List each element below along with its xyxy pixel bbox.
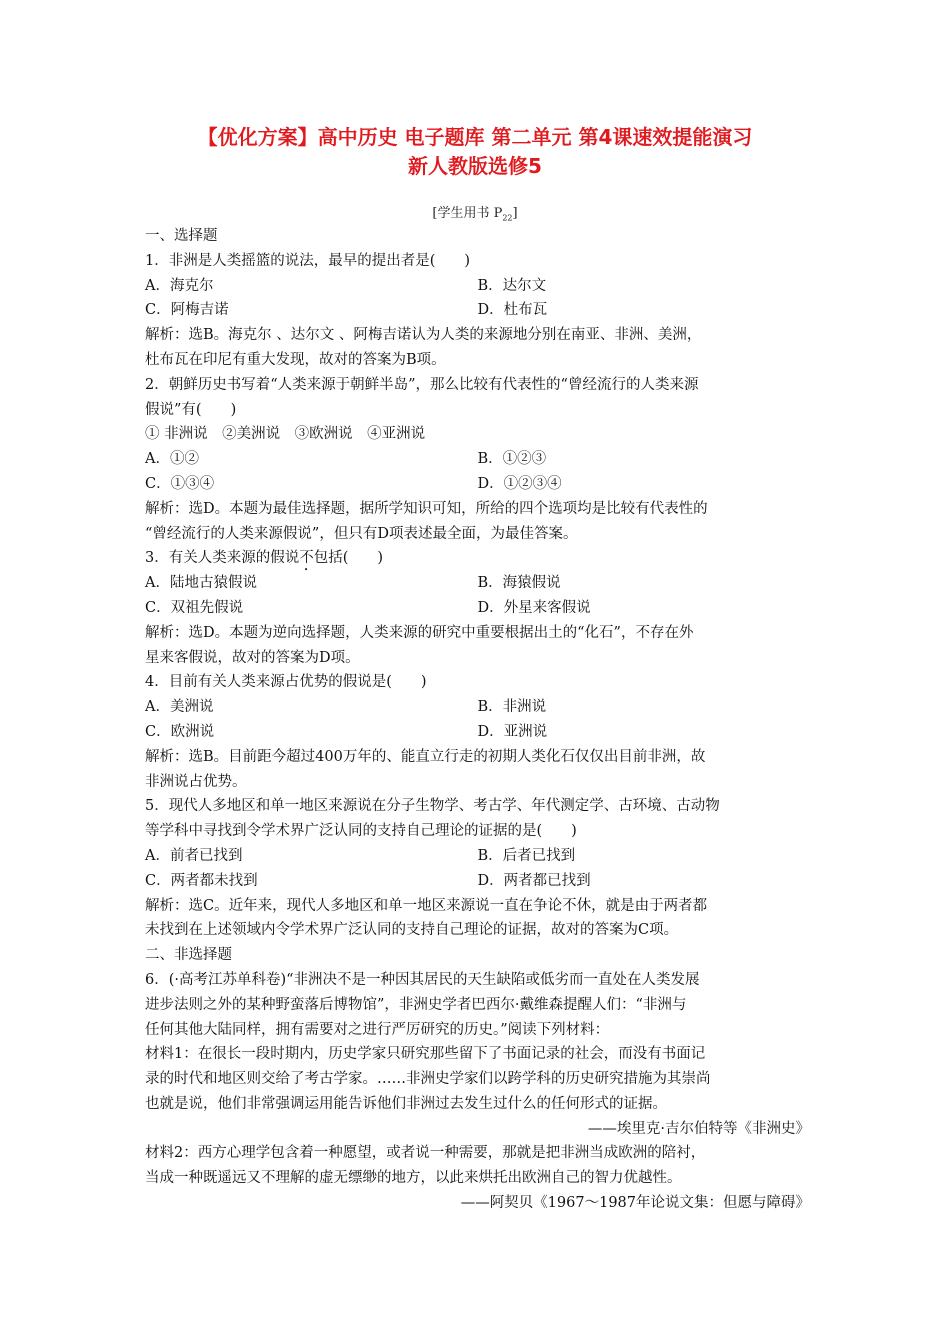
- question-1-analysis: 解析：选B。海克尔 、达尔文 、阿梅吉诺认为人类的来源地分别在南亚、非洲、美洲，: [145, 327, 702, 344]
- question-5-options-row2: [145, 869, 810, 894]
- question-1-option-b: B．达尔文: [477, 277, 547, 294]
- question-2-items: ① 非洲说 ②美洲说 ③欧洲说 ④亚洲说: [145, 426, 426, 443]
- question-6-stem-cont: 进步法则之外的某种野蛮落后博物馆”，非洲史学者巴西尔·戴维森提醒人们：“非洲与: [145, 996, 687, 1013]
- material-2-source: ——阿契贝《1967～1987年论说文集：但愿与障碍》: [460, 1195, 810, 1212]
- question-4-option-a: A．美洲说: [145, 699, 214, 716]
- question-4-options-row1: [145, 695, 810, 720]
- question-1-option-a: A．海克尔: [145, 277, 214, 294]
- question-2-options-row1: [145, 447, 810, 472]
- question-5-option-b: B．后者已找到: [477, 847, 576, 864]
- question-4-option-d: D．亚洲说: [477, 723, 548, 740]
- question-3-options-row1: [145, 571, 810, 596]
- question-4-option-b: B．非洲说: [477, 699, 547, 716]
- question-2-analysis-cont: “曾经流行的人类来源假说”，但只有D项表述最全面，为最佳答案。: [145, 525, 578, 542]
- question-3-stem: 3．有关人类来源的假说不包括( ): [145, 550, 384, 567]
- page-number: 22: [502, 213, 513, 223]
- document-title-line1: 【优化方案】高中历史 电子题库 第二单元 第4课速效提能演习: [197, 125, 753, 149]
- question-1-options-row1: [145, 274, 810, 299]
- material-2-text: 材料2：西方心理学包含着一种愿望，或者说一种需要，那就是把非洲当成欧洲的陪衬，: [145, 1145, 706, 1162]
- emphasis-mark: 不: [299, 550, 314, 567]
- question-3-option-d: D．外星来客假说: [477, 599, 591, 616]
- question-4-analysis-cont: 非洲说占优势。: [145, 773, 247, 790]
- section-heading-choice: 一、选择题: [145, 228, 218, 244]
- document-title-line2: 新人教版选修5: [408, 154, 542, 178]
- document-body: [145, 224, 810, 1216]
- question-2-option-c: C．①③④: [145, 475, 215, 492]
- question-4-options-row2: [145, 720, 810, 745]
- material-1-text-cont2: 也就是说，他们非常强调运用能告诉他们非洲过去发生过什么的任何形式的证据。: [145, 1095, 667, 1112]
- question-3-option-b: B．海猿假说: [477, 575, 561, 592]
- question-3-analysis: 解析：选D。本题为逆向选择题，人类来源的研究中重要根据出土的“化石”，不存在外: [145, 624, 694, 641]
- question-5-option-a: A．前者已找到: [145, 847, 243, 864]
- material-1-source: ——埃里克·吉尔伯特等《非洲史》: [587, 1120, 810, 1137]
- question-6-stem: 6．(·高考江苏单科卷)“非洲决不是一种因其居民的天生缺陷或低劣而一直处在人类发展: [145, 971, 700, 988]
- question-2-options-row2: [145, 472, 810, 497]
- source-reference: [学生用书 $P_{22}$]: [432, 206, 518, 223]
- question-4-analysis: 解析：选B。目前距今超过400万年的、能直立行走的初期人类化石仅仅出目前非洲，故: [145, 748, 706, 765]
- question-5-analysis: 解析：选C。近年来，现代人多地区和单一地区来源说一直在争论不休，就是由于两者都: [145, 897, 708, 914]
- question-5-option-c: C．两者都未找到: [145, 872, 258, 889]
- question-2-option-d: D．①②③④: [477, 475, 562, 492]
- question-2-stem: 2．朝鲜历史书写着“人类来源于朝鲜半岛”，那么比较有代表性的“曾经流行的人类来源: [145, 376, 699, 393]
- material-2-text-cont: 当成一种既遥远又不理解的虚无缥缈的地方，以此来烘托出欧洲自己的智力优越性。: [145, 1170, 682, 1187]
- question-1-option-d: D．杜布瓦: [477, 302, 548, 319]
- question-3-options-row2: [145, 596, 810, 621]
- question-6-stem-cont2: 任何其他大陆同样，拥有需要对之进行严厉研究的历史。”阅读下列材料：: [145, 1021, 610, 1038]
- question-5-options-row1: [145, 844, 810, 869]
- question-5-option-d: D．两者都已找到: [477, 872, 591, 889]
- question-1-options-row2: [145, 298, 810, 323]
- question-2-option-b: B．①②③: [477, 451, 547, 468]
- question-2-stem-cont: 假说”有( ): [145, 401, 237, 418]
- question-1-option-c: C．阿梅吉诺: [145, 302, 229, 319]
- question-4-stem: 4．目前有关人类来源占优势的假说是( ): [145, 674, 427, 691]
- question-5-stem-cont: 等学科中寻找到令学术界广泛认同的支持自己理论的证据的是( ): [145, 823, 577, 840]
- question-3-option-c: C．双祖先假说: [145, 599, 244, 616]
- material-1-text: 材料1：在很长一段时期内，历史学家只研究那些留下了书面记录的社会，而没有书面记: [145, 1046, 706, 1063]
- question-2-option-a: A．①②: [145, 451, 199, 468]
- question-1-analysis-cont: 杜布瓦在印尼有重大发现，故对的答案为B项。: [145, 351, 446, 368]
- question-3-option-a: A．陆地古猿假说: [145, 575, 257, 592]
- question-5-analysis-cont: 未找到在上述领域内令学术界广泛认同的支持自己理论的证据，故对的答案为C项。: [145, 922, 679, 939]
- question-5-stem: 5．现代人多地区和单一地区来源说在分子生物学、考古学、年代测定学、古环境、古动物: [145, 798, 720, 815]
- question-3-analysis-cont: 星来客假说，故对的答案为D项。: [145, 649, 360, 666]
- question-2-analysis: 解析：选D。本题为最佳选择题，据所学知识可知，所给的四个选项均是比较有代表性的: [145, 500, 708, 517]
- material-1-text-cont: 录的时代和地区则交给了考古学家。……非洲史学家们以跨学科的历史研究措施为其崇尚: [145, 1071, 711, 1088]
- question-4-option-c: C．欧洲说: [145, 723, 215, 740]
- question-1-stem: 1．非洲是人类摇篮的说法，最早的提出者是( ): [145, 252, 471, 269]
- section-heading-nonchoice: 二、非选择题: [145, 947, 232, 964]
